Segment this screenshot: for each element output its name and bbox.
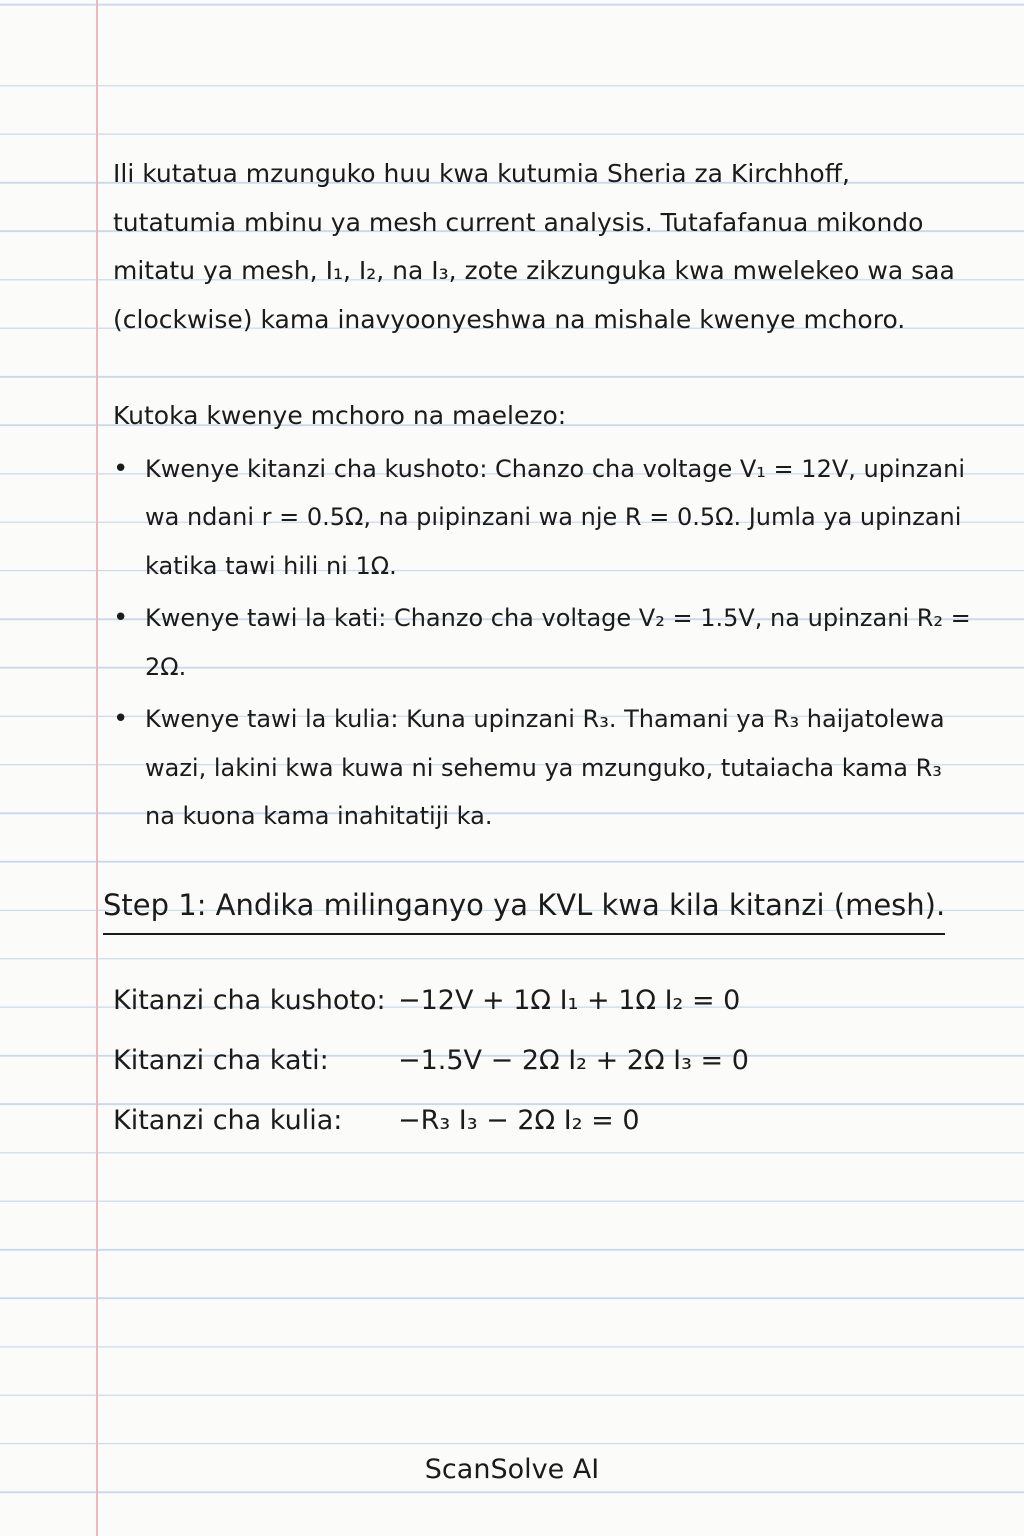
equation-label: Kitanzi cha kulia:: [113, 1105, 343, 1136]
notebook-page-content: [103, 150, 973, 1151]
equation-label: Kitanzi cha kati:: [113, 1045, 329, 1076]
intro-paragraph: Ili kutatua mzunguko huu kwa kutumia Sheria za Kirchhoff, tutatumia mbinu ya mesh current analysis. Tutafafanua mikondo mitatu ya mesh, I₁, I₂, na I₃, zote zikzunguka kwa mwelekeo wa saa (clockwise) kama inavyoonyeshwa na mishale kwenye mchoro.: [113, 159, 955, 334]
given-lead-text: Kutoka kwenye mchoro na maelezo:: [113, 401, 567, 430]
notebook-margin-line: [96, 0, 98, 1536]
footer-brand: ScanSolve AI: [424, 1454, 600, 1485]
equation-middle-loop: [113, 1031, 973, 1091]
equation-expression: −12V + 1Ω I₁ + 1Ω I₂ = 0: [398, 985, 741, 1016]
bullet-left-loop: • Kwenye kitanzi cha kushoto: Chanzo cha voltage V₁ = 12V, upinzani wa ndani r = 0.5Ω, na pıipinzani wa nje R = 0.5Ω. Jumla ya upinzani katika tawi hili ni 1Ω.: [113, 445, 973, 591]
equation-right-loop: [113, 1091, 973, 1151]
bullet-right-branch: • Kwenye tawi la kulia: Kuna upinzani R₃. Thamani ya R₃ haijatolewa wazi, lakini kwa kuwa ni sehemu ya mzunguko, tutaiacha kama R₃ na kuona kama inahitatiji ka.: [113, 695, 973, 841]
kvl-equations: [113, 971, 973, 1151]
equation-left-loop: [113, 971, 973, 1031]
equation-label: Kitanzi cha kushoto:: [113, 985, 386, 1016]
step-1-heading: Step 1: Andika milinganyo ya KVL kwa kila kitanzi (mesh).: [103, 881, 945, 936]
equation-expression: −1.5V − 2Ω I₂ + 2Ω I₃ = 0: [398, 1045, 749, 1076]
given-bullet-list: [113, 445, 973, 841]
equation-expression: −R₃ I₃ − 2Ω I₂ = 0: [398, 1105, 640, 1136]
bullet-middle-branch: • Kwenye tawi la kati: Chanzo cha voltage V₂ = 1.5V, na upinzani R₂ = 2Ω.: [113, 594, 973, 691]
